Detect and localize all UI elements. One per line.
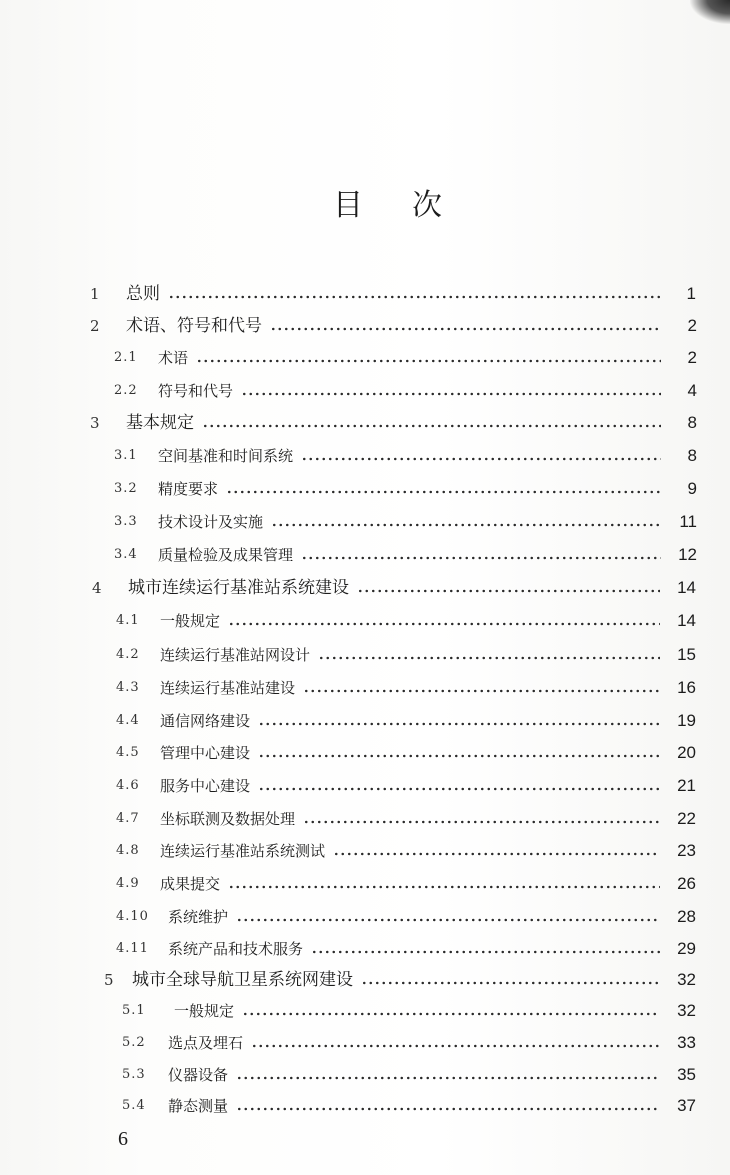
toc-entry-5-1[interactable] [122,997,696,1021]
toc-entry-2-2[interactable] [114,377,697,401]
dot-leader [236,1107,660,1111]
toc-page: 9 [687,479,697,498]
toc-entry-4-7[interactable] [116,805,696,829]
toc-page: 23 [677,841,696,860]
toc-number: 5.1 [122,1003,146,1018]
toc-entry-4-11[interactable] [116,935,696,959]
toc-page: 14 [677,611,696,630]
toc-entry-5[interactable] [104,966,696,990]
toc-label: 城市连续运行基准站系统建设 [128,578,349,598]
toc-number: 4.11 [116,941,149,956]
toc-page: 35 [677,1065,696,1084]
toc-label: 符号和代号 [158,382,234,400]
toc-number: 4.6 [116,778,140,793]
toc-number: 4.9 [116,876,140,891]
toc-page: 32 [677,1001,696,1020]
title-char-1: 目 [333,188,363,223]
toc-entry-4-9[interactable] [116,870,696,894]
toc-entry-5-2[interactable] [122,1029,696,1053]
toc-label: 一般规定 [160,612,221,630]
toc-number: 2.1 [114,350,138,365]
toc-number: 5 [104,971,114,989]
toc-label: 系统产品和技术服务 [168,940,304,958]
toc-entry-4-10[interactable] [116,903,696,927]
toc-page: 28 [677,907,696,926]
page-title [0,180,730,230]
toc-entry-4-6[interactable] [116,772,696,796]
toc-label: 总则 [126,284,160,304]
toc-label: 通信网络建设 [160,712,251,730]
toc-page: 2 [687,348,697,367]
toc-entry-1[interactable] [90,280,696,304]
toc-entry-3-3[interactable] [114,508,697,532]
toc-entry-4-1[interactable] [116,607,696,631]
dot-leader [242,1012,660,1016]
dot-leader [236,1076,660,1080]
toc-label: 选点及埋石 [168,1034,244,1052]
toc-page: 15 [677,645,696,664]
dot-leader [251,1044,660,1048]
toc-entry-3-2[interactable] [114,475,697,499]
toc-number: 4.5 [116,745,140,760]
toc-page: 33 [677,1033,696,1052]
toc-page: 21 [677,776,696,795]
dot-leader [311,950,660,954]
toc-entry-3-4[interactable] [114,541,697,565]
toc-label: 技术设计及实施 [158,513,264,531]
toc-label: 连续运行基准站网设计 [160,646,311,664]
toc-label: 坐标联测及数据处理 [160,810,296,828]
dot-leader [357,589,660,593]
dot-leader [361,981,660,985]
toc-page: 8 [687,446,697,465]
toc-label: 仪器设备 [168,1066,229,1084]
toc-page: 20 [677,743,696,762]
toc-page: 16 [677,678,696,697]
toc-label: 质量检验及成果管理 [158,546,294,564]
dot-leader [226,490,661,494]
toc-label: 静态测量 [168,1097,229,1115]
toc-number: 5.2 [122,1035,146,1050]
dot-leader [168,295,660,299]
toc-page: 14 [677,578,696,597]
toc-label: 术语 [158,349,189,367]
toc-label: 术语、符号和代号 [126,316,262,336]
toc-label: 精度要求 [158,480,219,498]
toc-label: 基本规定 [126,413,194,433]
toc-number: 4.3 [116,680,140,695]
dot-leader [236,918,660,922]
toc-number: 4.1 [116,613,140,628]
toc-entry-4-2[interactable] [116,641,696,665]
toc-label: 城市全球导航卫星系统网建设 [132,970,353,990]
toc-page: 26 [677,874,696,893]
dot-leader [303,689,660,693]
toc-label: 服务中心建设 [160,777,251,795]
toc-entry-3-1[interactable] [114,442,697,466]
toc-number: 3.3 [114,514,138,529]
toc-entry-4-4[interactable] [116,707,696,731]
toc-page: 12 [678,545,697,564]
toc-number: 3.2 [114,481,138,496]
dot-leader [271,523,661,527]
title-char-2: 次 [412,188,442,223]
dot-leader [301,457,661,461]
toc-page: 29 [677,939,696,958]
dot-leader [228,622,660,626]
toc-entry-4[interactable] [92,574,696,598]
toc-number: 5.4 [122,1098,146,1113]
dot-leader [258,754,660,758]
toc-entry-3[interactable] [90,409,697,433]
toc-entry-5-3[interactable] [122,1061,696,1085]
toc-number: 3 [90,414,100,432]
toc-number: 1 [90,285,100,303]
dot-leader [318,656,660,660]
page-edge-shadow [690,0,730,24]
toc-label: 一般规定 [174,1002,235,1020]
dot-leader [301,556,661,560]
toc-entry-2[interactable] [90,312,697,336]
toc-page: 32 [677,970,696,989]
toc-entry-4-5[interactable] [116,739,696,763]
toc-page: 37 [677,1096,696,1115]
toc-page: 1 [686,284,696,303]
toc-page: 22 [677,809,696,828]
dot-leader [333,852,660,856]
dot-leader [258,787,660,791]
dot-leader [258,722,660,726]
dot-leader [228,885,660,889]
toc-number: 2.2 [114,383,138,398]
dot-leader [241,392,661,396]
toc-page: 19 [677,711,696,730]
toc-number: 2 [90,317,100,335]
toc-label: 管理中心建设 [160,744,251,762]
toc-number: 4.10 [116,909,149,924]
toc-entry-5-4[interactable] [122,1092,696,1116]
toc-number: 4.8 [116,843,140,858]
toc-number: 5.3 [122,1067,146,1082]
dot-leader [196,359,661,363]
toc-label: 成果提交 [160,875,221,893]
toc-entry-2-1[interactable] [114,344,697,368]
dot-leader [202,424,661,428]
toc-label: 空间基准和时间系统 [158,447,294,465]
dot-leader [270,327,661,331]
toc-number: 4.2 [116,647,140,662]
toc-number: 3.1 [114,448,138,463]
toc-page: 8 [687,413,697,432]
toc-page: 4 [687,381,697,400]
toc-label: 连续运行基准站建设 [160,679,296,697]
toc-number: 4 [92,579,102,597]
toc-entry-4-8[interactable] [116,837,696,861]
toc-label: 连续运行基准站系统测试 [160,842,326,860]
toc-number: 3.4 [114,547,138,562]
toc-label: 系统维护 [168,908,229,926]
toc-page: 11 [679,512,697,531]
dot-leader [303,820,660,824]
page-number: 6 [118,1128,128,1150]
toc-number: 4.4 [116,713,140,728]
toc-number: 4.7 [116,811,140,826]
toc-page: 2 [687,316,697,335]
toc-entry-4-3[interactable] [116,674,696,698]
